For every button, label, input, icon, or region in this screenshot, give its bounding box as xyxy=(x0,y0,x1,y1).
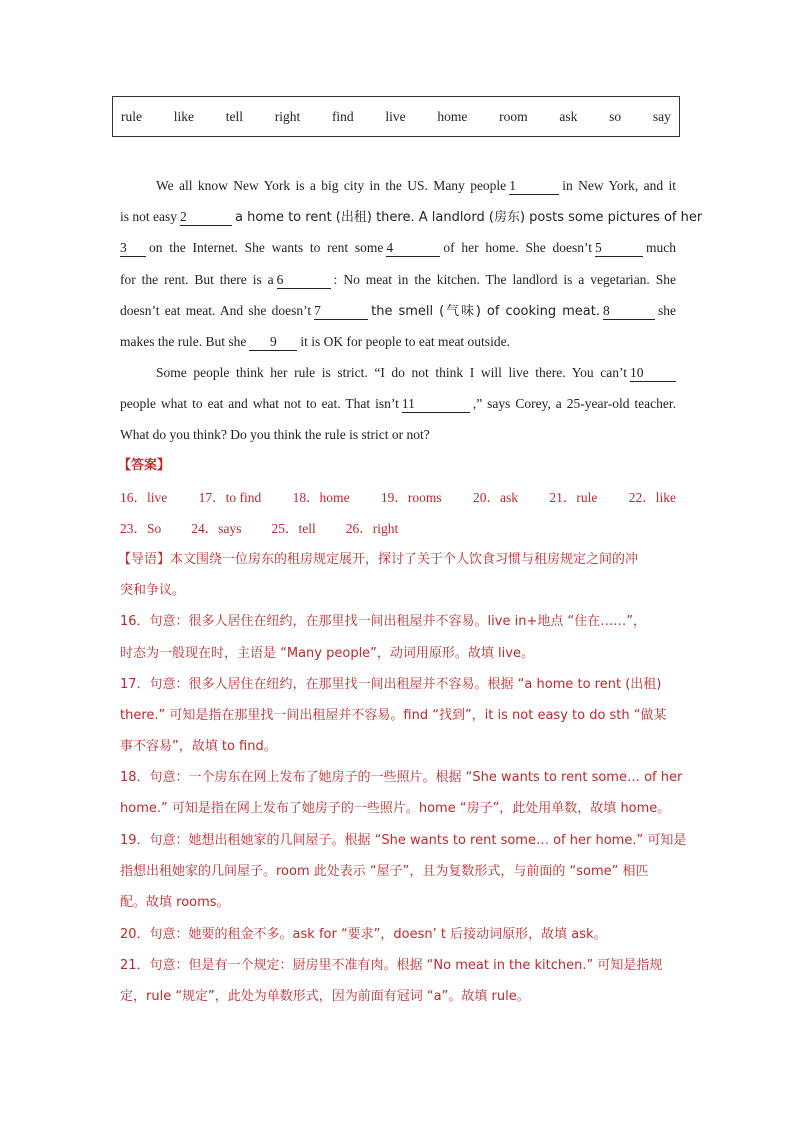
blank-5: 5 xyxy=(595,240,643,257)
guide-text: 突和争议。 xyxy=(120,583,186,598)
word-bank-item: tell xyxy=(225,108,243,124)
passage-line: makes the rule. But she 9 it is OK for people to eat meat outside. xyxy=(120,334,510,349)
word-bank-item: like xyxy=(173,108,194,124)
word-bank-item: right xyxy=(274,108,301,124)
explanation-line: 17．句意：很多人居住在纽约，在那里找一间出租屋并不容易。根据 “a home to rent (出租) xyxy=(120,677,662,692)
explanation-line: 19．句意：她想出租她家的几间屋子。根据 “She wants to rent some… of her home.” 可知是 xyxy=(120,833,687,848)
blank-11: 11 xyxy=(402,396,470,413)
explanation-line: 配。故填 rooms。 xyxy=(120,895,230,910)
answer-item: 18．home xyxy=(292,490,350,505)
blank-1: 1 xyxy=(509,178,559,195)
answer-item: 20．ask xyxy=(473,490,518,505)
blank-6: 6 xyxy=(277,272,331,289)
explanation-line: there.” 可知是指在那里找一间出租屋并不容易。find “找到”，it is not easy to do sth “做某 xyxy=(120,708,667,723)
passage-line: for the rent. But there is a 6 : No meat in the kitchen. The landlord is a vegetarian. She xyxy=(120,272,676,287)
word-bank-item: say xyxy=(652,108,671,124)
answer-item: 21．rule xyxy=(549,490,598,505)
answer-item: 23．So xyxy=(120,521,162,536)
blank-9: 9 xyxy=(249,334,297,351)
blank-3: 3 xyxy=(120,240,146,257)
passage-line: Some people think her rule is strict. “I do not think I will live there. You can’t 10 xyxy=(156,363,676,383)
answer-item: 22．like xyxy=(628,490,676,505)
explanation-line: 时态为一般现在时，主语是 “Many people”，动词用原形。故填 live。 xyxy=(120,646,534,661)
passage-line: 3 on the Internet. She wants to rent some 4 of her home. She doesn’t 5 much xyxy=(120,240,676,255)
word-bank-item: room xyxy=(499,108,528,124)
word-bank-item: home xyxy=(437,108,468,124)
explanation-line: 指想出租她家的几间屋子。room 此处表示 “屋子”，且为复数形式，与前面的 “some” 相匹 xyxy=(120,864,649,879)
word-bank-item: live xyxy=(385,108,406,124)
word-bank-item: ask xyxy=(559,108,578,124)
explanation-line: 定，rule “规定”，此处为单数形式，因为前面有冠词 “a”。故填 rule。 xyxy=(120,989,530,1004)
answer-item: 24．says xyxy=(191,521,242,536)
blank-7: 7 xyxy=(314,303,368,320)
answer-item: 17．to find xyxy=(198,490,262,505)
passage-line: is not easy 2 a home to rent (出租) there. A landlord (房东) posts some pictures of her xyxy=(120,209,703,225)
blank-8: 8 xyxy=(603,303,655,320)
passage-line: We all know New York is a big city in the US. Many people 1 in New York, and it xyxy=(156,178,676,193)
answer-item: 26．right xyxy=(345,521,399,536)
blank-4: 4 xyxy=(386,240,440,257)
explanation-line: 18．句意：一个房东在网上发布了她房子的一些照片。根据 “She wants to rent some… of her xyxy=(120,770,683,785)
answer-item: 19．rooms xyxy=(380,490,442,505)
explanation-line: 事不容易”，故填 to find。 xyxy=(120,739,277,754)
passage-line: What do you think? Do you think the rule is strict or not? xyxy=(120,427,430,442)
explanation-line: 21．句意：但是有一个规定：厨房里不准有肉。根据 “No meat in the kitchen.” 可知是指规 xyxy=(120,958,663,973)
passage-line: people what to eat and what not to eat. That isn’t 11 ,” says Corey, a 25-year-old teacher. xyxy=(120,396,676,411)
blank-2: 2 xyxy=(180,209,232,226)
answer-item: 25．tell xyxy=(271,521,316,536)
explanation-line: 20．句意：她要的租金不多。ask for “要求”，doesn’ t 后接动词原形，故填 ask。 xyxy=(120,927,607,942)
explanation-line: home.” 可知是指在网上发布了她房子的一些照片。home “房子”，此处用单数，故填 home。 xyxy=(120,801,671,816)
explanation-line: 16．句意：很多人居住在纽约，在那里找一间出租屋并不容易。live in+地点 “住在……”， xyxy=(120,614,646,629)
passage-line: doesn’t eat meat. And she doesn’t 7 the smell (气味) of cooking meat. 8 she xyxy=(120,303,677,319)
answers-row xyxy=(120,519,676,539)
guide-text: 【导语】本文围绕一位房东的租房规定展开，探讨了关于个人饮食习惯与租房规定之间的冲 xyxy=(118,552,639,567)
word-bank-item: so xyxy=(609,108,622,124)
word-bank-item: rule xyxy=(121,108,142,124)
word-bank-box xyxy=(112,96,680,137)
blank-10: 10 xyxy=(630,365,676,382)
word-bank-item: find xyxy=(331,108,354,124)
answer-heading: 【答案】 xyxy=(118,458,171,473)
answer-item: 16．live xyxy=(120,490,168,505)
answers-row xyxy=(120,488,676,508)
